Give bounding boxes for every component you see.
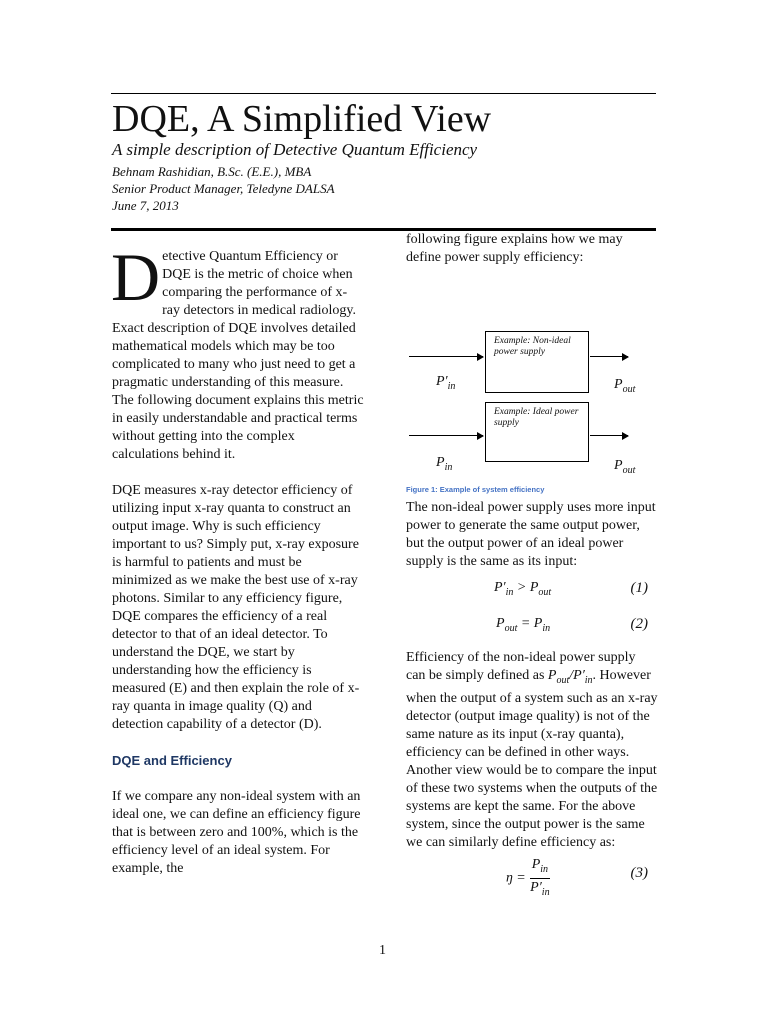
box-ideal-power-supply: Example: Ideal power supply [485, 402, 589, 462]
equation-1-body: $P'_{in} > P_{out}$ [494, 580, 552, 598]
equation-3-body: ŋ = $\frac{P_{in}}{P'_{in}}$ [506, 856, 550, 898]
input-arrow-top [409, 356, 483, 357]
figure-power-supply [406, 267, 658, 476]
intro-text: etective Quantum Efficiency or DQE is the metric of choice when comparing the performance of x-ray detectors in medical radiology. Exact description of DQE involves detailed mathematical models which may be too complicated to many who just need to get a pragmatic understanding of this measure. The following document explains this metric in easily understandable and practical terms without getting into the complex calculations behind it. [112, 249, 364, 462]
paragraph-efficiency: If we compare any non-ideal system with an ideal one, we can define an efficiency figure that is between zero and 100%, which is the efficiency level of an ideal system. For example, the [112, 789, 361, 876]
output-arrow-top [590, 356, 628, 357]
equation-1 [406, 571, 658, 607]
equation-3-number: (3) [630, 864, 648, 881]
input-arrow-bottom [409, 435, 483, 436]
right-column [406, 231, 658, 896]
document-subtitle: A simple description of Detective Quantum Efficiency [112, 140, 478, 159]
left-column [111, 239, 364, 878]
section-heading: DQE and Efficiency [112, 753, 232, 768]
label-p-in: $P_{in}$ [436, 455, 453, 473]
label-p-out-top: $P_{out}$ [614, 377, 636, 395]
equation-2-body: $P_{out} = P_{in}$ [496, 616, 551, 634]
equation-2-number: (2) [630, 616, 648, 632]
paragraph-efficiency-definition: Efficiency of the non-ideal power supply can be simply defined as $P_{out}/P'_{in}$. However when the output of a system such as an x-ray detector (output image quality) is not of the same nature as its input (x-ray quanta), efficiency can be defined in other ways. Another view would be to compare the input of these two systems when the outputs of the systems are kept the same. For the above system, since the output power is the same we can similarly define efficiency as: [406, 650, 658, 850]
equation-1-number: (1) [630, 580, 648, 596]
label-p-in-prime: $P'_{in}$ [436, 374, 456, 392]
equation-2 [406, 607, 658, 643]
page-number: 1 [379, 943, 386, 958]
author-line: Behnam Rashidian, B.Sc. (E.E.), MBA [112, 164, 312, 179]
position-line: Senior Product Manager, Teledyne DALSA [112, 181, 335, 196]
paragraph-figure-intro: following figure explains how we may define power supply efficiency: [406, 232, 623, 265]
date-line: June 7, 2013 [112, 198, 179, 213]
paragraph-nonideal: The non-ideal power supply uses more input power to generate the same output power, but the output power of an ideal power supply is the same as its input: [406, 500, 656, 569]
document-title: DQE, A Simplified View [112, 98, 492, 140]
box-nonideal-power-supply: Example: Non-ideal power supply [485, 331, 589, 393]
equation-3 [406, 852, 658, 896]
figure-caption: Figure 1: Example of system efficiency [406, 485, 545, 494]
drop-cap: D [111, 239, 161, 315]
output-arrow-bottom [590, 435, 628, 436]
top-rule [111, 93, 656, 94]
label-p-out-bottom: $P_{out}$ [614, 458, 636, 476]
paragraph-dqe-measures: DQE measures x-ray detector efficiency of utilizing input x-ray quanta to construct an output image. Why is such efficiency important to us? Simply put, x-ray exposure is harmful to patients and must be minimized as we make the best use of x-ray photons. Similar to any efficiency figure, DQE compares the efficiency of a real detector to that of an ideal detector. To understand the DQE, we start by understanding how the efficiency is measured (E) and then explain the role of x-ray quanta in image quality (Q) and detection capability of a detector (D). [112, 483, 360, 732]
intro-paragraph [111, 239, 364, 464]
